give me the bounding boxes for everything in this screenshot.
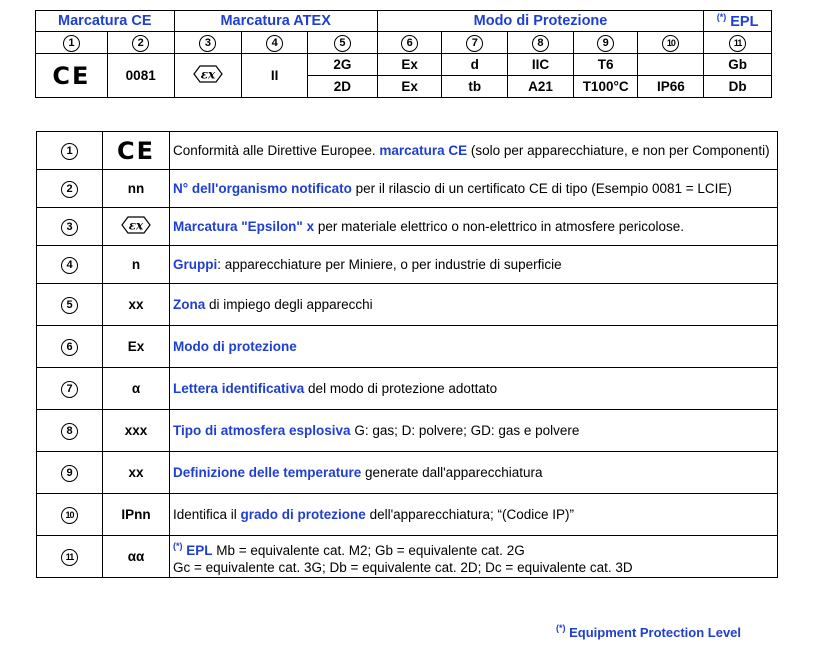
- legend-code: xx: [103, 284, 170, 326]
- legend-number: 3: [37, 208, 103, 246]
- atex-marking-table: [35, 10, 772, 98]
- legend-number: 9: [37, 452, 103, 494]
- legend-code: Ex: [103, 326, 170, 368]
- legend-code: xx: [103, 452, 170, 494]
- legend-description: Definizione delle temperature generate dall'apparecchiatura: [170, 452, 778, 494]
- legend-number: 8: [37, 410, 103, 452]
- cell: Ex: [377, 76, 442, 98]
- column-number: 4: [242, 32, 308, 54]
- header-modo: Modo di Protezione: [377, 11, 703, 32]
- legend-code: αα: [103, 536, 170, 578]
- column-number: 5: [307, 32, 377, 54]
- cell: T6: [573, 54, 638, 76]
- cell: 2D: [307, 76, 377, 98]
- cell: Gb: [704, 54, 772, 76]
- legend-code: CE: [103, 132, 170, 170]
- column-number: 3: [174, 32, 242, 54]
- legend-row: [37, 208, 778, 246]
- svg-text:εx: εx: [200, 67, 216, 82]
- legend-description: Tipo di atmosfera esplosiva G: gas; D: polvere; GD: gas e polvere: [170, 410, 778, 452]
- header-ce: Marcatura CE: [36, 11, 175, 32]
- legend-number: 2: [37, 170, 103, 208]
- cell: Ex: [377, 54, 442, 76]
- legend-code: IPnn: [103, 494, 170, 536]
- legend-number: 11: [37, 536, 103, 578]
- cell: [638, 54, 704, 76]
- legend-row: [37, 452, 778, 494]
- ce-mark: CE: [36, 54, 108, 98]
- cell: Db: [704, 76, 772, 98]
- column-number: 7: [442, 32, 508, 54]
- column-number: 6: [377, 32, 442, 54]
- header-epl: (*) EPL: [704, 11, 772, 32]
- legend-description: Identifica il grado di protezione dell'apparecchiatura; “(Codice IP)”: [170, 494, 778, 536]
- legend-description: N° dell'organismo notificato per il rilascio di un certificato CE di tipo (Esempio 0081 = LCIE): [170, 170, 778, 208]
- legend-row: [37, 536, 778, 578]
- column-number: 10: [638, 32, 704, 54]
- svg-text:εx: εx: [128, 218, 144, 233]
- legend-code: nn: [103, 170, 170, 208]
- legend-table: [36, 131, 778, 578]
- legend-row: [37, 410, 778, 452]
- header-atex: Marcatura ATEX: [174, 11, 377, 32]
- cell: IIC: [508, 54, 574, 76]
- legend-row: [37, 284, 778, 326]
- column-number: 9: [573, 32, 638, 54]
- cell: A21: [508, 76, 574, 98]
- legend-row: [37, 246, 778, 284]
- column-number: 2: [107, 32, 174, 54]
- column-number: 1: [36, 32, 108, 54]
- legend-description: Zona di impiego degli apparecchi: [170, 284, 778, 326]
- cell: IP66: [638, 76, 704, 98]
- legend-description: Modo di protezione: [170, 326, 778, 368]
- legend-row: [37, 368, 778, 410]
- cell: T100°C: [573, 76, 638, 98]
- cell: tb: [442, 76, 508, 98]
- epsilon-x-icon: [103, 208, 170, 246]
- legend-number: 1: [37, 132, 103, 170]
- notified-body: 0081: [107, 54, 174, 98]
- legend-description: Gruppi: apparecchiature per Miniere, o per industrie di superficie: [170, 246, 778, 284]
- group: II: [242, 54, 308, 98]
- cell: 2G: [307, 54, 377, 76]
- legend-code: n: [103, 246, 170, 284]
- legend-row: [37, 494, 778, 536]
- epsilon-x-icon: [174, 54, 242, 98]
- legend-number: 5: [37, 284, 103, 326]
- legend-description: Lettera identificativa del modo di protezione adottato: [170, 368, 778, 410]
- legend-description: (*) EPL Mb = equivalente cat. M2; Gb = equivalente cat. 2G Gc = equivalente cat. 3G; Db = equivalente cat. 2D; Dc = equivalente cat. 3D: [170, 536, 778, 578]
- legend-description: Conformità alle Direttive Europee. marcatura CE (solo per apparecchiature, e non per Componenti): [170, 132, 778, 170]
- number-row: [36, 32, 772, 54]
- legend-description: Marcatura "Epsilon" x per materiale elettrico o non-elettrico in atmosfere pericolose.: [170, 208, 778, 246]
- legend-row: [37, 170, 778, 208]
- legend-number: 6: [37, 326, 103, 368]
- column-number: 8: [508, 32, 574, 54]
- legend-number: 10: [37, 494, 103, 536]
- cell: d: [442, 54, 508, 76]
- legend-row: [37, 132, 778, 170]
- legend-row: [37, 326, 778, 368]
- column-number: 11: [704, 32, 772, 54]
- footnote: (*) Equipment Protection Level: [556, 623, 742, 640]
- legend-number: 7: [37, 368, 103, 410]
- legend-number: 4: [37, 246, 103, 284]
- legend-code: xxx: [103, 410, 170, 452]
- legend-code: α: [103, 368, 170, 410]
